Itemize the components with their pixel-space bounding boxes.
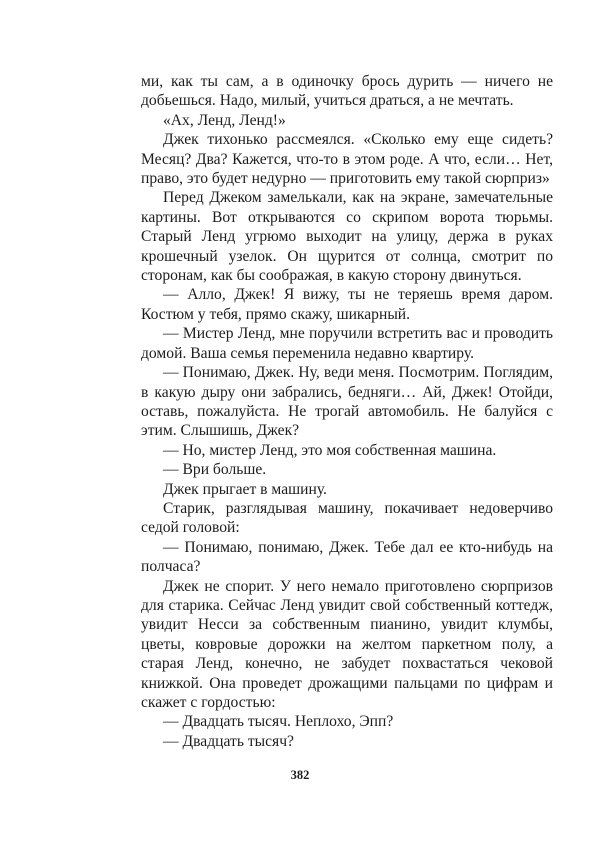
body-text <box>141 72 553 751</box>
paragraph: Старик, разглядывая машину, покачивает недоверчиво седой головой: <box>141 499 553 537</box>
paragraph: Джек не спорит. У него немало приготовлено сюрпризов для старика. Сейчас Ленд увидит свой собственный коттедж, увидит Несси за собственным пианино, увидит клумбы, цветы, ковровые дорожки на желтом паркетном полу, а старая Ленд, конечно, не забудет похвастаться чековой книжкой. Она проведет дрожащими пальцами по цифрам и скажет с гордостью: <box>141 577 553 711</box>
paragraph: — Понимаю, понимаю, Джек. Тебе дал ее кто-нибудь на полчаса? <box>141 538 553 576</box>
paragraph: — Алло, Джек! Я вижу, ты не теряешь время даром. Костюм у тебя, прямо скажу, шикарный. <box>141 286 553 323</box>
paragraph: — Двадцать тысяч? <box>163 732 294 750</box>
paragraph: — Двадцать тысяч. Неплохо, Эпп? <box>163 713 394 731</box>
paragraph: Перед Джеком замелькали, как на экране, замечательные картины. Вот открываются со скрипом ворота тюрьмы. Старый Ленд угрюмо выходит на улицу, держа в руках крошечный узелок. Он щурится от солнца, смотрит по сторонам, как бы соображая, в какую сторону двинуться. <box>141 189 553 285</box>
page-number: 382 <box>290 768 310 782</box>
paragraph: Джек тихонько рассмеялся. «Сколько ему еще сидеть? Месяц? Два? Кажется, что-то в этом роде. А что, если… Нет, право, это будет недурно — приготовить ему такой сюрприз» <box>141 131 553 188</box>
paragraph: — Ври больше. <box>163 461 267 479</box>
paragraph: Джек прыгает в машину. <box>163 480 327 498</box>
paragraph: ми, как ты сам, а в одиночку брось дурить — ничего не добьешься. Надо, милый, учиться драться, а не мечтать. <box>141 73 553 110</box>
paragraph: — Но, мистер Ленд, это моя собственная машина. <box>163 441 497 459</box>
paragraph: — Понимаю, Джек. Ну, веди меня. Посмотрим. Поглядим, в какую дыру они забрались, бедняги… Ай, Джек! Отойди, оставь, пожалуйста. Не трогай автомобиль. Не балуйся с этим. Слышишь, Джек? <box>141 364 553 440</box>
paragraph: — Мистер Ленд, мне поручили встретить вас и проводить домой. Ваша семья переменила недавно квартиру. <box>141 325 553 362</box>
paragraph: «Ах, Ленд, Ленд!» <box>163 111 286 129</box>
